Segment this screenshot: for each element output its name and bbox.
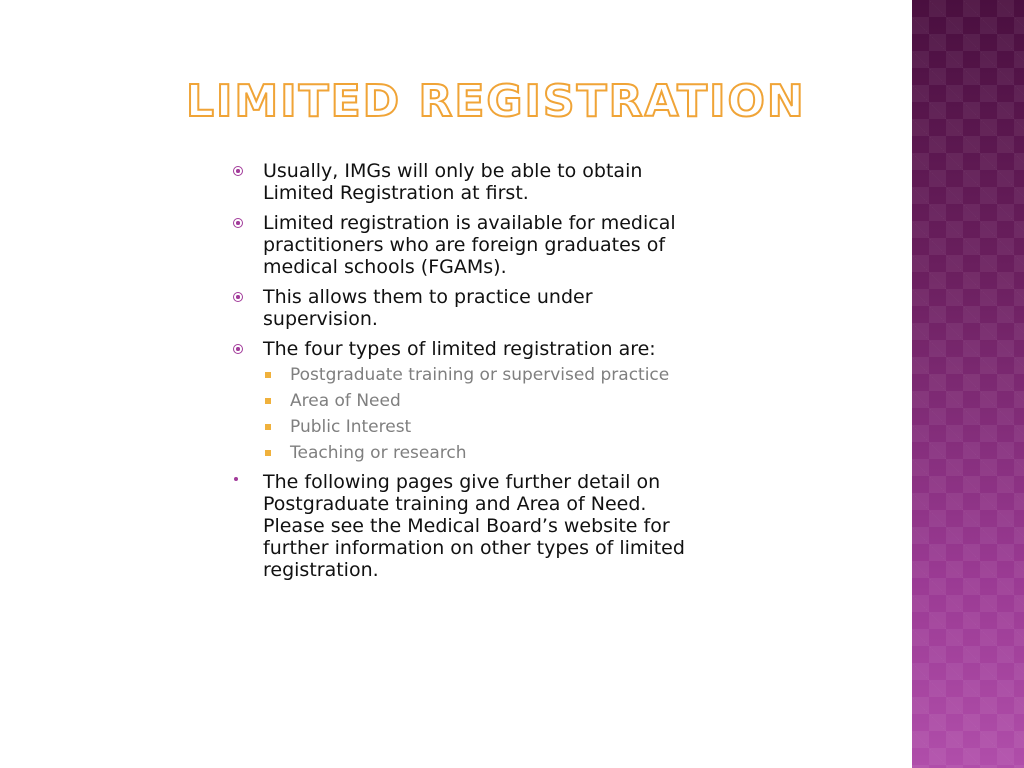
list-item xyxy=(232,160,692,204)
list-item xyxy=(232,338,692,463)
list-item xyxy=(232,212,692,278)
sub-bullet-text: Public Interest xyxy=(290,417,412,437)
sub-list-item xyxy=(259,444,692,463)
slide-body xyxy=(232,160,692,589)
list-item xyxy=(232,286,692,330)
sub-list-item xyxy=(259,392,692,411)
sub-bullet-list xyxy=(259,366,692,463)
bullet-text: Usually, IMGs will only be able to obtain Limited Registration at first. xyxy=(263,160,643,204)
square-bullet-icon xyxy=(265,398,271,404)
bullet-text: This allows them to practice under supervision. xyxy=(263,286,593,330)
sub-list-item xyxy=(259,366,692,385)
sub-bullet-text: Postgraduate training or supervised practice xyxy=(290,365,670,385)
target-bullet-icon xyxy=(233,166,243,176)
target-bullet-icon xyxy=(233,292,243,302)
bullet-text: Limited registration is available for medical practitioners who are foreign graduates of medical schools (FGAMs). xyxy=(263,212,676,278)
target-bullet-icon xyxy=(233,218,243,228)
dot-bullet-icon xyxy=(234,477,238,481)
square-bullet-icon xyxy=(265,450,271,456)
bullet-text: The following pages give further detail on Postgraduate training and Area of Need. Please see the Medical Board’s website for further information on other types of limited registration. xyxy=(263,471,685,581)
bullet-text: The four types of limited registration are: xyxy=(263,338,656,360)
sub-bullet-text: Area of Need xyxy=(290,391,401,411)
sub-bullet-text: Teaching or research xyxy=(290,443,467,463)
sub-list-item xyxy=(259,418,692,437)
target-bullet-icon xyxy=(233,344,243,354)
square-bullet-icon xyxy=(265,372,271,378)
slide-title: LIMITED REGISTRATION xyxy=(186,76,806,127)
bullet-list xyxy=(232,160,692,581)
decorative-side-band xyxy=(912,0,1024,768)
list-item xyxy=(232,471,692,581)
square-bullet-icon xyxy=(265,424,271,430)
